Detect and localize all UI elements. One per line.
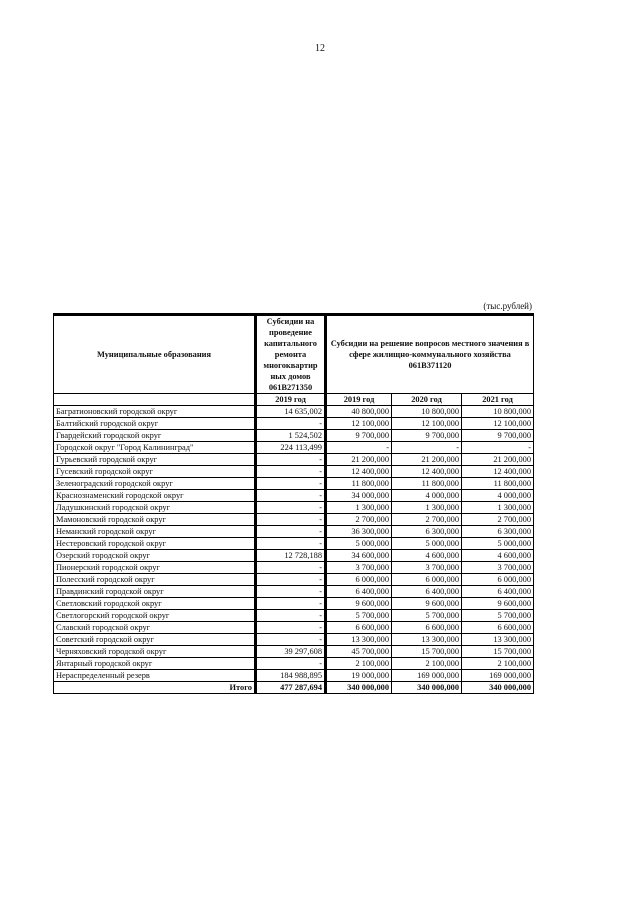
row-municipality-name: Зеленоградский городской округ — [54, 478, 256, 490]
table-row — [54, 418, 534, 430]
row-value: 5 000,000 — [462, 538, 534, 550]
row-municipality-name: Черняховский городской округ — [54, 646, 256, 658]
row-value: - — [256, 586, 326, 598]
row-value: 6 600,000 — [462, 622, 534, 634]
row-value: - — [326, 442, 392, 454]
row-municipality-name: Краснознаменский городской округ — [54, 490, 256, 502]
row-value: 1 524,502 — [256, 430, 326, 442]
row-municipality-name: Славский городской округ — [54, 622, 256, 634]
table-row — [54, 514, 534, 526]
row-municipality-name: Светлогорский городской округ — [54, 610, 256, 622]
row-municipality-name: Янтарный городской округ — [54, 658, 256, 670]
row-municipality-name: Ладушкинский городской округ — [54, 502, 256, 514]
row-municipality-name: Багратионовский городской округ — [54, 406, 256, 418]
row-value: 12 100,000 — [392, 418, 462, 430]
row-municipality-name: Неманский городской округ — [54, 526, 256, 538]
row-value: 13 300,000 — [462, 634, 534, 646]
row-value: 2 700,000 — [462, 514, 534, 526]
row-value: - — [256, 538, 326, 550]
row-value: 12 100,000 — [462, 418, 534, 430]
table-row — [54, 478, 534, 490]
row-value: - — [256, 598, 326, 610]
row-value: 11 800,000 — [392, 478, 462, 490]
units-label: (тыс.рублей) — [483, 301, 532, 311]
total-label: Итого — [54, 682, 256, 694]
row-value: - — [256, 622, 326, 634]
row-value: 12 400,000 — [392, 466, 462, 478]
page-number: 12 — [315, 43, 325, 54]
table-row — [54, 634, 534, 646]
table-row — [54, 646, 534, 658]
row-value: 40 800,000 — [326, 406, 392, 418]
row-value: 12 400,000 — [326, 466, 392, 478]
header-year: 2020 год — [392, 394, 462, 406]
row-value: 6 400,000 — [462, 586, 534, 598]
row-value: 14 635,002 — [256, 406, 326, 418]
row-value: 169 000,000 — [392, 670, 462, 682]
row-value: 2 100,000 — [462, 658, 534, 670]
row-value: 6 600,000 — [326, 622, 392, 634]
header-subsidy-housing: Субсидии на решение вопросов местного значения в сфере жилищно-коммунального хозяйства 061В371120 — [326, 315, 534, 394]
table-row — [54, 430, 534, 442]
row-value: 15 700,000 — [392, 646, 462, 658]
row-value: 1 300,000 — [326, 502, 392, 514]
row-value: 34 600,000 — [326, 550, 392, 562]
row-value: - — [256, 610, 326, 622]
row-value: 2 100,000 — [392, 658, 462, 670]
row-municipality-name: Гусевский городской округ — [54, 466, 256, 478]
row-value: - — [256, 418, 326, 430]
row-value: 11 800,000 — [326, 478, 392, 490]
row-value: 15 700,000 — [462, 646, 534, 658]
header-year: 2019 год — [256, 394, 326, 406]
row-value: 2 100,000 — [326, 658, 392, 670]
row-value: - — [256, 526, 326, 538]
row-value: 5 700,000 — [392, 610, 462, 622]
row-value: 6 300,000 — [392, 526, 462, 538]
row-value: - — [256, 574, 326, 586]
row-value: 9 700,000 — [462, 430, 534, 442]
row-municipality-name: Озерский городской округ — [54, 550, 256, 562]
row-value: 12 728,188 — [256, 550, 326, 562]
row-value: 6 300,000 — [462, 526, 534, 538]
row-value: - — [392, 442, 462, 454]
row-value: 45 700,000 — [326, 646, 392, 658]
row-value: 21 200,000 — [462, 454, 534, 466]
row-value: 9 600,000 — [462, 598, 534, 610]
row-value: - — [256, 490, 326, 502]
row-value: 4 000,000 — [462, 490, 534, 502]
row-value: - — [256, 514, 326, 526]
table-row — [54, 562, 534, 574]
row-value: 4 600,000 — [462, 550, 534, 562]
row-value: 39 297,608 — [256, 646, 326, 658]
table-body — [54, 406, 534, 694]
row-value: 12 400,000 — [462, 466, 534, 478]
row-value: 5 000,000 — [326, 538, 392, 550]
row-value: 6 000,000 — [326, 574, 392, 586]
row-value: - — [256, 658, 326, 670]
row-value: 3 700,000 — [326, 562, 392, 574]
table-row — [54, 526, 534, 538]
row-value: 11 800,000 — [462, 478, 534, 490]
row-value: 6 600,000 — [392, 622, 462, 634]
row-municipality-name: Правдинский городской округ — [54, 586, 256, 598]
row-municipality-name: Нераспределенный резерв — [54, 670, 256, 682]
row-value: 6 400,000 — [392, 586, 462, 598]
table-row — [54, 610, 534, 622]
row-value: 6 000,000 — [392, 574, 462, 586]
total-value: 340 000,000 — [462, 682, 534, 694]
header-subsidy-capital-repair: Субсидии на проведение капитального ремонта многоквартир ных домов 061В271350 — [256, 315, 326, 394]
row-value: 13 300,000 — [392, 634, 462, 646]
row-value: 224 113,499 — [256, 442, 326, 454]
table-row — [54, 490, 534, 502]
row-value: 19 000,000 — [326, 670, 392, 682]
row-value: - — [462, 442, 534, 454]
table-row — [54, 622, 534, 634]
table-row — [54, 466, 534, 478]
row-value: 9 600,000 — [392, 598, 462, 610]
table-row — [54, 598, 534, 610]
row-value: 34 000,000 — [326, 490, 392, 502]
row-value: 2 700,000 — [392, 514, 462, 526]
total-value: 340 000,000 — [392, 682, 462, 694]
row-value: 36 300,000 — [326, 526, 392, 538]
row-value: 1 300,000 — [392, 502, 462, 514]
row-municipality-name: Мамоновский городской округ — [54, 514, 256, 526]
total-row — [54, 682, 534, 694]
row-value: 21 200,000 — [326, 454, 392, 466]
row-municipality-name: Светловский городской округ — [54, 598, 256, 610]
row-value: 9 700,000 — [326, 430, 392, 442]
row-value: 4 600,000 — [392, 550, 462, 562]
row-value: 10 800,000 — [392, 406, 462, 418]
row-municipality-name: Нестеровский городской округ — [54, 538, 256, 550]
table-row — [54, 586, 534, 598]
row-value: 184 988,895 — [256, 670, 326, 682]
header-blank — [54, 394, 256, 406]
header-year: 2019 год — [326, 394, 392, 406]
row-value: 5 000,000 — [392, 538, 462, 550]
row-value: 169 000,000 — [462, 670, 534, 682]
row-municipality-name: Пионерский городской округ — [54, 562, 256, 574]
header-municipal: Муниципальные образования — [54, 315, 256, 394]
table-row — [54, 670, 534, 682]
row-value: - — [256, 502, 326, 514]
row-municipality-name: Балтийский городской округ — [54, 418, 256, 430]
row-value: 4 000,000 — [392, 490, 462, 502]
row-value: 12 100,000 — [326, 418, 392, 430]
row-value: 9 700,000 — [392, 430, 462, 442]
table-row — [54, 658, 534, 670]
row-value: 6 400,000 — [326, 586, 392, 598]
table-row — [54, 454, 534, 466]
row-value: 3 700,000 — [462, 562, 534, 574]
row-value: 21 200,000 — [392, 454, 462, 466]
row-value: 2 700,000 — [326, 514, 392, 526]
row-value: 5 700,000 — [462, 610, 534, 622]
row-value: 10 800,000 — [462, 406, 534, 418]
row-value: - — [256, 454, 326, 466]
row-value: - — [256, 634, 326, 646]
table-row — [54, 574, 534, 586]
total-value: 477 287,694 — [256, 682, 326, 694]
row-value: 5 700,000 — [326, 610, 392, 622]
row-value: 1 300,000 — [462, 502, 534, 514]
row-municipality-name: Гвардейский городской округ — [54, 430, 256, 442]
table-row — [54, 442, 534, 454]
row-municipality-name: Гурьевский городской округ — [54, 454, 256, 466]
table-row — [54, 502, 534, 514]
row-value: - — [256, 478, 326, 490]
row-value: 9 600,000 — [326, 598, 392, 610]
row-value: 3 700,000 — [392, 562, 462, 574]
row-value: 13 300,000 — [326, 634, 392, 646]
row-value: - — [256, 466, 326, 478]
header-year: 2021 год — [462, 394, 534, 406]
table-row — [54, 538, 534, 550]
subsidy-table — [53, 313, 534, 694]
table-row — [54, 406, 534, 418]
total-value: 340 000,000 — [326, 682, 392, 694]
row-value: 6 000,000 — [462, 574, 534, 586]
table-row — [54, 550, 534, 562]
row-municipality-name: Городской округ "Город Калининград" — [54, 442, 256, 454]
row-value: - — [256, 562, 326, 574]
row-municipality-name: Советский городской округ — [54, 634, 256, 646]
row-municipality-name: Полесский городской округ — [54, 574, 256, 586]
